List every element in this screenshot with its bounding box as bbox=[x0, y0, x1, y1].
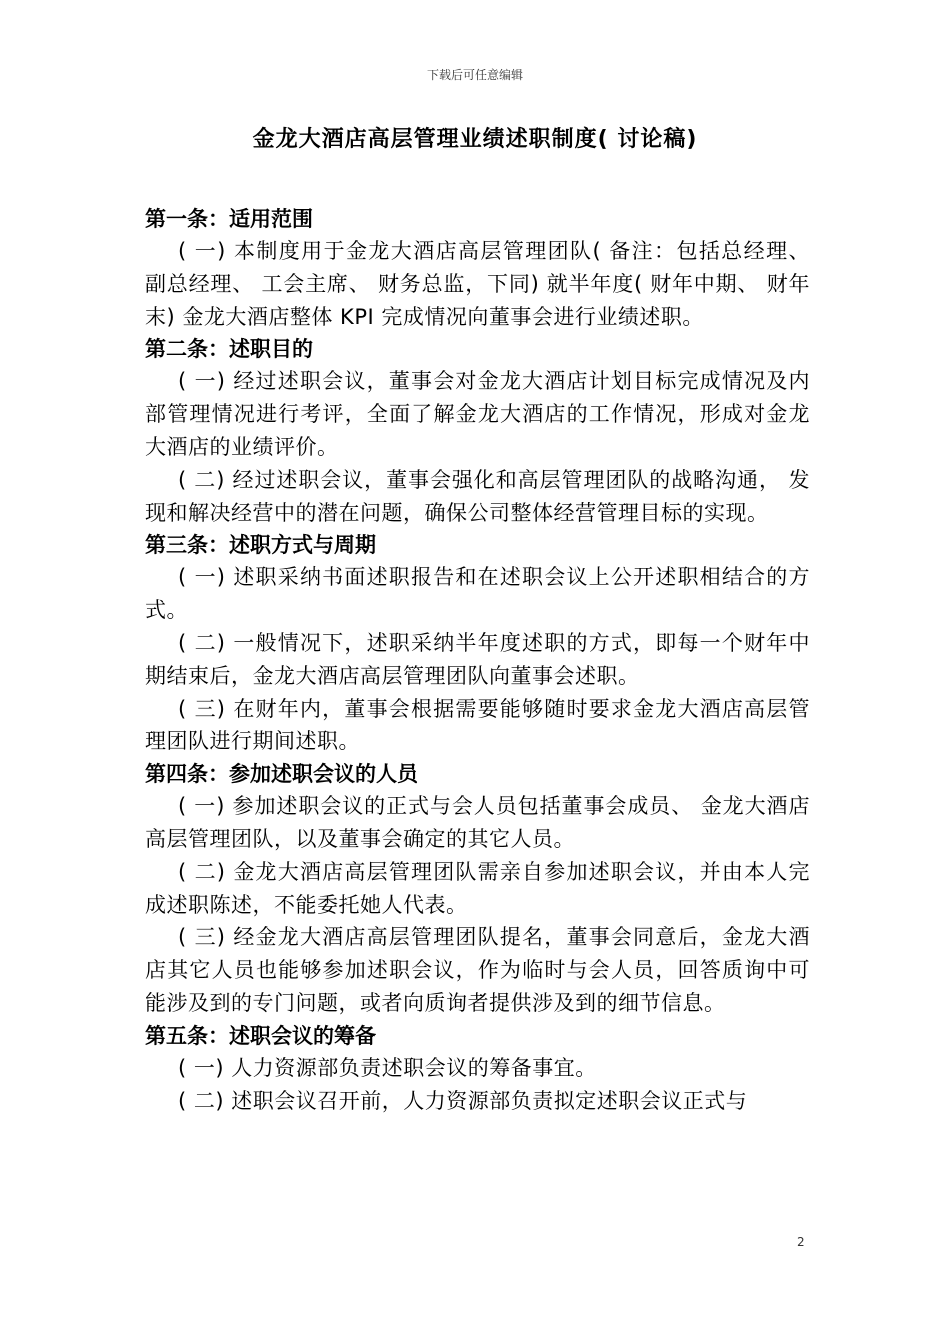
page-header-note: 下载后可任意编辑 bbox=[426, 68, 523, 82]
section-paragraph: ( 一) 人力资源部负责述职会议的筹备事宜。 bbox=[178, 1055, 597, 1080]
section-paragraph: ( 二) 金龙大酒店高层管理团队需亲自参加述职会议，并由本人完成述职陈述，不能委托她人代表。 bbox=[145, 859, 810, 917]
section-paragraph: ( 一) 本制度用于金龙大酒店高层管理团队( 备注：包括总经理、 副总经理、 工会主席、 财务总监，下同) 就半年度( 财年中期、 财年末) 金龙大酒店整体 KPI 完成情况向董事会进行业绩述职。 bbox=[145, 239, 810, 329]
section-paragraph: ( 一) 述职采纳书面述职报告和在述职会议上公开述职相结合的方式。 bbox=[145, 565, 810, 623]
section-paragraph: ( 二) 经过述职会议，董事会强化和高层管理团队的战略沟通， 发现和解决经营中的潜在问题，确保公司整体经营管理目标的实现。 bbox=[145, 467, 810, 525]
section-heading: 第二条：述职目的 bbox=[145, 337, 313, 362]
document-body bbox=[145, 203, 810, 1117]
section-2 bbox=[145, 333, 810, 529]
section-paragraph: ( 一) 经过述职会议，董事会对金龙大酒店计划目标完成情况及内部管理情况进行考评，全面了解金龙大酒店的工作情况，形成对金龙大酒店的业绩评价。 bbox=[145, 369, 810, 459]
section-1 bbox=[145, 203, 810, 333]
section-heading: 第四条：参加述职会议的人员 bbox=[145, 762, 418, 787]
section-paragraph: ( 二) 述职会议召开前，人力资源部负责拟定述职会议正式与 bbox=[178, 1088, 748, 1113]
section-3 bbox=[145, 529, 810, 758]
page-number: 2 bbox=[797, 1235, 805, 1249]
section-paragraph: ( 三) 在财年内，董事会根据需要能够随时要求金龙大酒店高层管理团队进行期间述职。 bbox=[145, 696, 810, 754]
section-heading: 第五条：述职会议的筹备 bbox=[145, 1023, 376, 1048]
section-heading: 第一条：适用范围 bbox=[145, 207, 313, 231]
section-4 bbox=[145, 758, 810, 1020]
section-paragraph: ( 三) 经金龙大酒店高层管理团队提名，董事会同意后，金龙大酒店其它人员也能够参加述职会议，作为临时与会人员，回答质询中可能涉及到的专门问题，或者向质询者提供涉及到的细节信息。 bbox=[145, 925, 810, 1015]
section-heading: 第三条：述职方式与周期 bbox=[145, 533, 376, 558]
section-paragraph: ( 一) 参加述职会议的正式与会人员包括董事会成员、 金龙大酒店高层管理团队，以及董事会确定的其它人员。 bbox=[145, 794, 810, 851]
document-title: 金龙大酒店高层管理业绩述职制度( 讨论稿) bbox=[252, 127, 698, 152]
section-paragraph: ( 二) 一般情况下，述职采纳半年度述职的方式，即每一个财年中期结束后，金龙大酒店高层管理团队向董事会述职。 bbox=[145, 630, 810, 688]
section-5 bbox=[145, 1020, 810, 1118]
